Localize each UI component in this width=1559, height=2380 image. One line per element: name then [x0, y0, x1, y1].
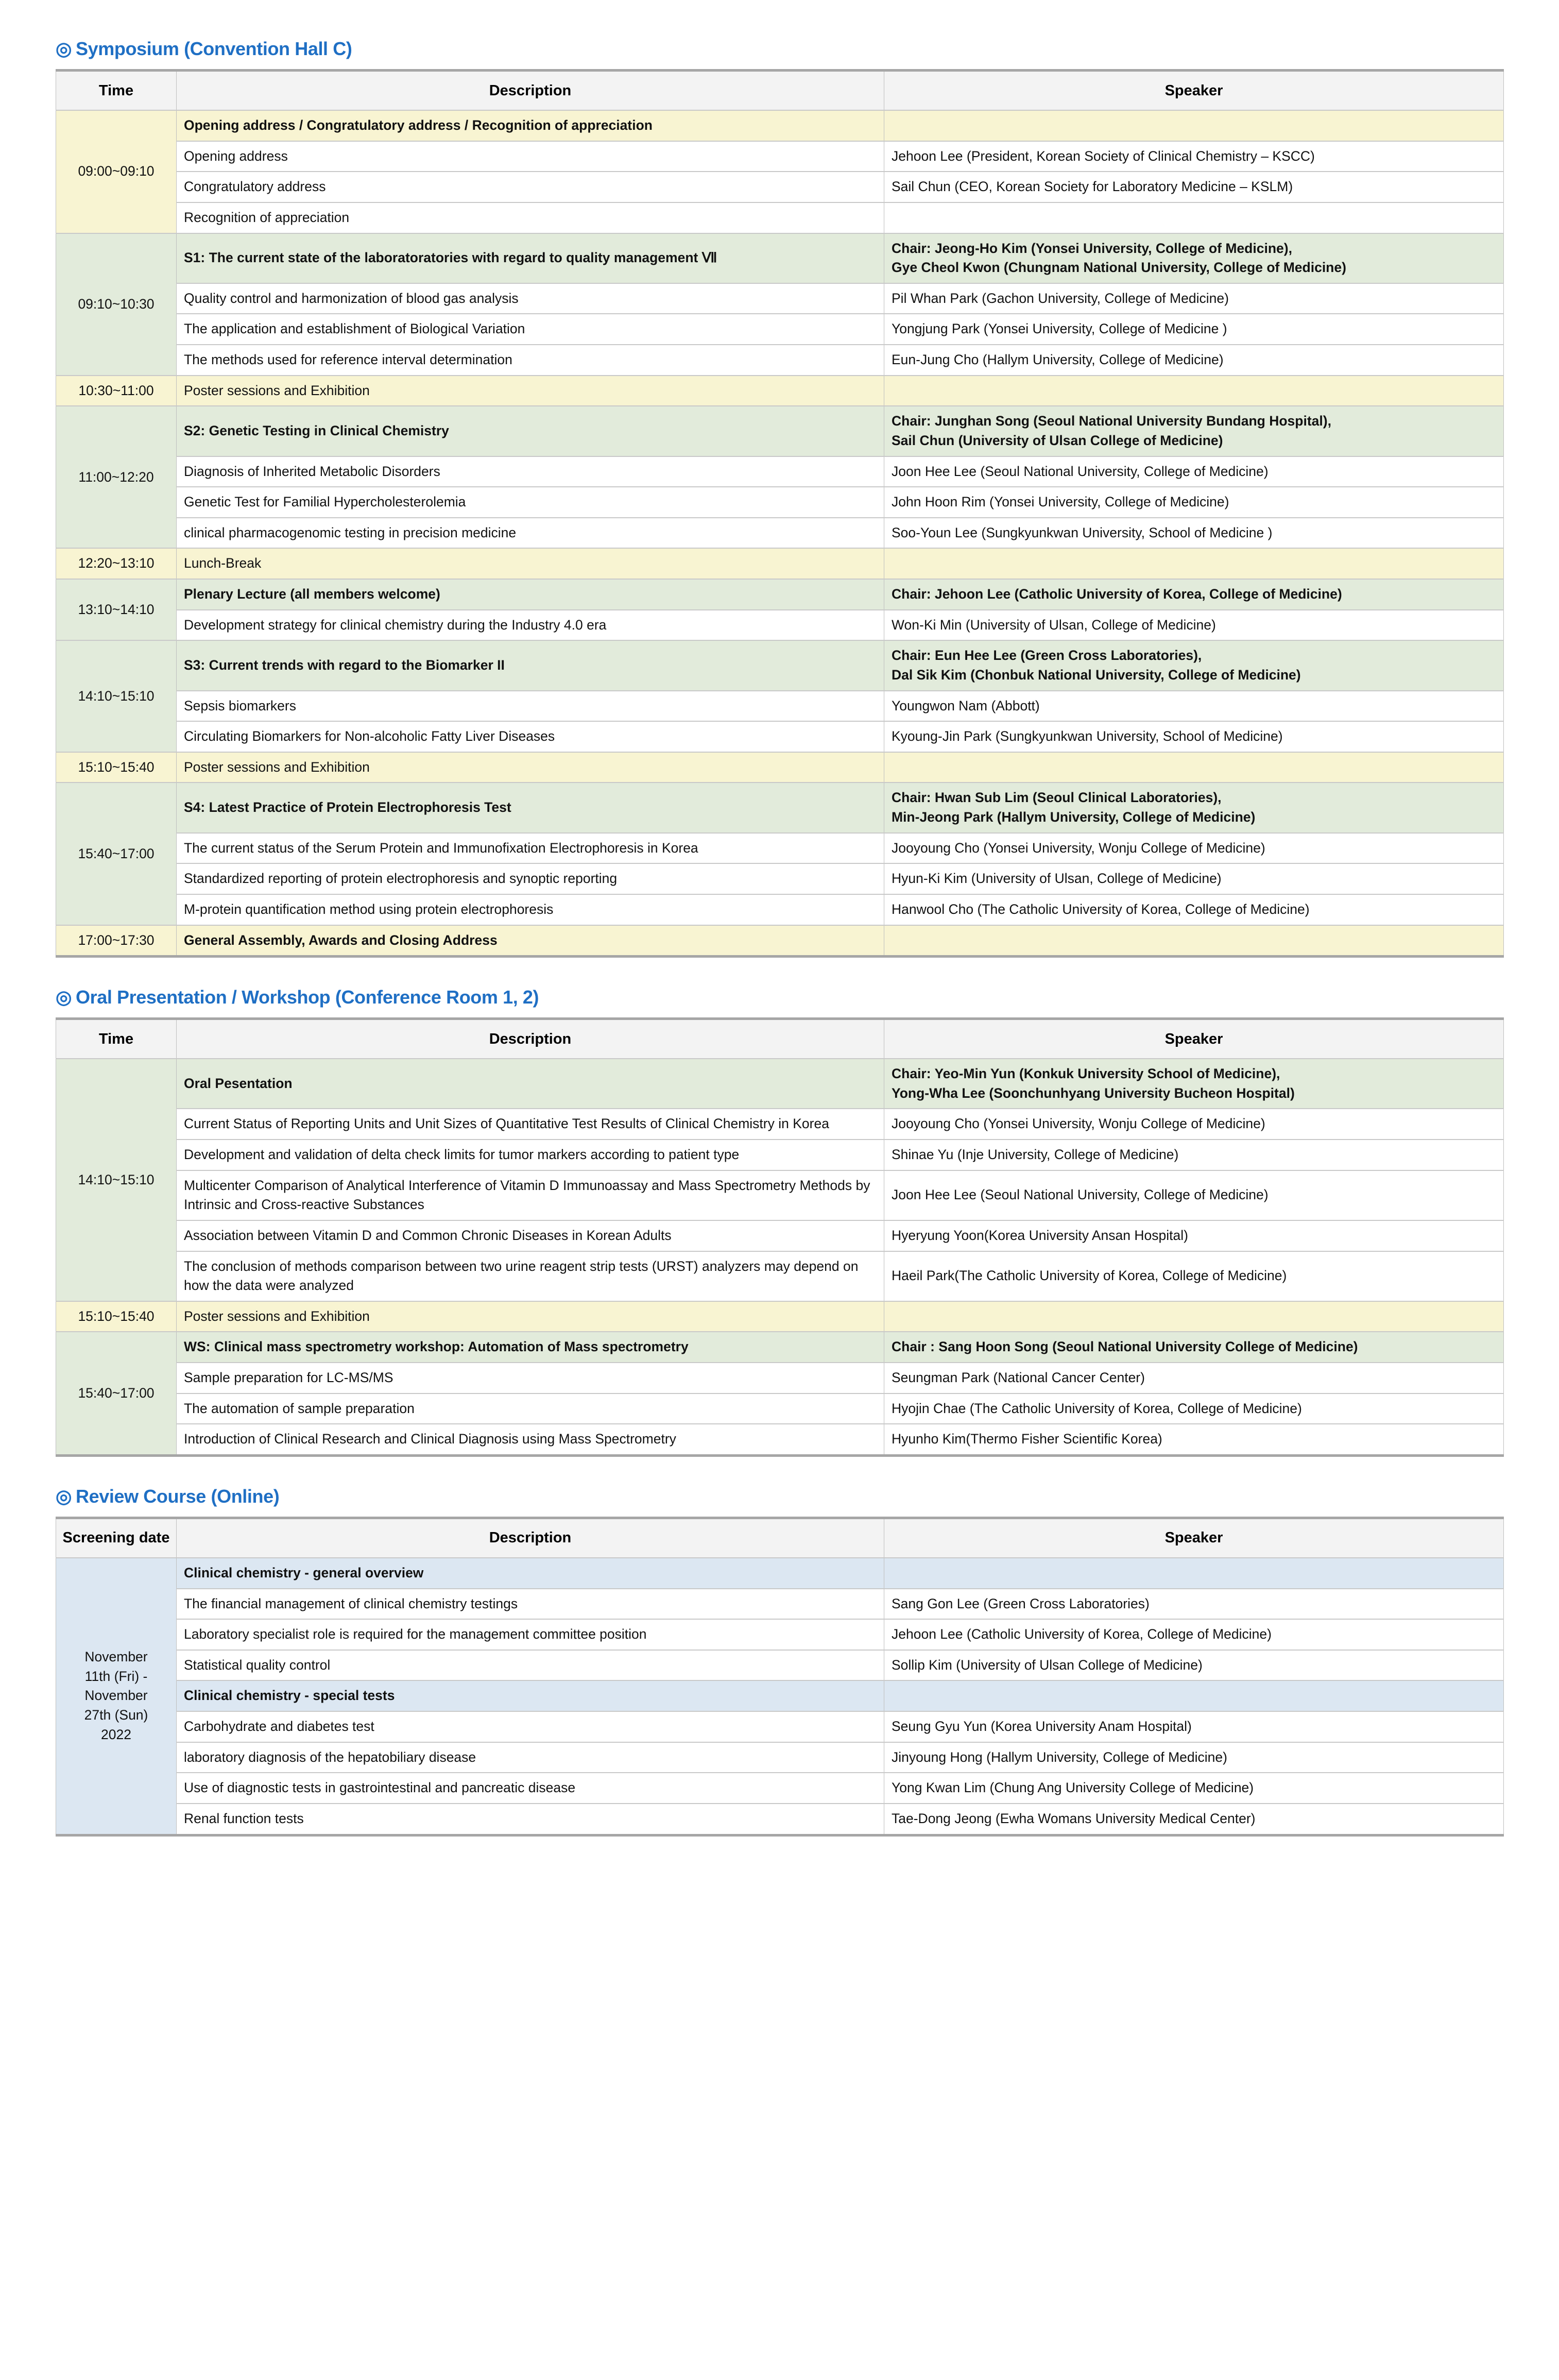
table-row — [56, 579, 1504, 610]
speaker-cell: Hyeryung Yoon(Korea University Ansan Hospital) — [884, 1220, 1504, 1251]
speaker-cell: Jehoon Lee (President, Korean Society of Clinical Chemistry – KSCC) — [884, 141, 1504, 172]
time-cell: 14:10~15:10 — [56, 640, 177, 752]
session-title-cell: S2: Genetic Testing in Clinical Chemistry — [177, 406, 884, 456]
table-header-row — [56, 71, 1504, 111]
description-cell: Statistical quality control — [177, 1650, 884, 1681]
column-header-description: Description — [177, 71, 884, 111]
table-row — [56, 345, 1504, 376]
section-oral — [56, 987, 1503, 1457]
speaker-cell: Hyojin Chae (The Catholic University of Korea, College of Medicine) — [884, 1393, 1504, 1424]
time-cell: 15:40~17:00 — [56, 783, 177, 925]
schedule-table-symposium — [56, 69, 1504, 958]
description-cell: Current Status of Reporting Units and Unit Sizes of Quantitative Test Results of Clinical Chemistry in Korea — [177, 1109, 884, 1140]
speaker-cell: Jehoon Lee (Catholic University of Korea, College of Medicine) — [884, 1619, 1504, 1650]
table-row — [56, 752, 1504, 783]
session-title-cell: Clinical chemistry - special tests — [177, 1680, 884, 1711]
description-cell: The conclusion of methods comparison between two urine reagent strip tests (URST) analyzers may depend on how the data were analyzed — [177, 1251, 884, 1301]
table-row — [56, 863, 1504, 894]
table-row — [56, 110, 1504, 141]
table-row — [56, 202, 1504, 233]
description-cell: Lunch-Break — [177, 548, 884, 579]
speaker-cell: Soo-Youn Lee (Sungkyunkwan University, School of Medicine ) — [884, 518, 1504, 549]
column-header-time: Time — [56, 1019, 177, 1059]
speaker-cell — [884, 202, 1504, 233]
table-row — [56, 1251, 1504, 1301]
speaker-cell: Sollip Kim (University of Ulsan College of Medicine) — [884, 1650, 1504, 1681]
table-row — [56, 1363, 1504, 1393]
table-row — [56, 518, 1504, 549]
description-cell: Standardized reporting of protein electrophoresis and synoptic reporting — [177, 863, 884, 894]
column-header-time: Screening date — [56, 1518, 177, 1558]
table-header-row — [56, 1019, 1504, 1059]
description-cell: M-protein quantification method using protein electrophoresis — [177, 894, 884, 925]
description-cell: Poster sessions and Exhibition — [177, 376, 884, 406]
table-row — [56, 640, 1504, 690]
description-cell: The application and establishment of Biological Variation — [177, 314, 884, 345]
speaker-cell: Hyunho Kim(Thermo Fisher Scientific Korea) — [884, 1424, 1504, 1455]
description-cell: clinical pharmacogenomic testing in precision medicine — [177, 518, 884, 549]
chair-cell — [884, 1558, 1504, 1589]
chair-cell: Chair: Eun Hee Lee (Green Cross Laboratories), Dal Sik Kim (Chonbuk National University, College of Medicine) — [884, 640, 1504, 690]
speaker-cell — [884, 752, 1504, 783]
table-row — [56, 1170, 1504, 1220]
column-header-speaker: Speaker — [884, 71, 1504, 111]
table-row — [56, 1558, 1504, 1589]
speaker-cell: Pil Whan Park (Gachon University, College of Medicine) — [884, 283, 1504, 314]
speaker-cell — [884, 376, 1504, 406]
session-title-cell: Plenary Lecture (all members welcome) — [177, 579, 884, 610]
description-cell: The automation of sample preparation — [177, 1393, 884, 1424]
table-row — [56, 487, 1504, 518]
speaker-cell: Yong Kwan Lim (Chung Ang University College of Medicine) — [884, 1773, 1504, 1804]
time-cell: 11:00~12:20 — [56, 406, 177, 548]
time-cell: 09:00~09:10 — [56, 110, 177, 233]
speaker-cell: Kyoung-Jin Park (Sungkyunkwan University, School of Medicine) — [884, 721, 1504, 752]
chair-cell — [884, 110, 1504, 141]
time-cell: 15:10~15:40 — [56, 752, 177, 783]
column-header-description: Description — [177, 1019, 884, 1059]
description-cell: Laboratory specialist role is required for the management committee position — [177, 1619, 884, 1650]
description-cell: Renal function tests — [177, 1804, 884, 1835]
section-title-text: Oral Presentation / Workshop (Conference Room 1, 2) — [76, 987, 539, 1008]
speaker-cell: John Hoon Rim (Yonsei University, College of Medicine) — [884, 487, 1504, 518]
time-cell: 10:30~11:00 — [56, 376, 177, 406]
time-cell: 09:10~10:30 — [56, 233, 177, 376]
description-cell: Multicenter Comparison of Analytical Interference of Vitamin D Immunoassay and Mass Spectrometry Methods by Intrinsic and Cross-reactive Substances — [177, 1170, 884, 1220]
chair-cell: Chair: Hwan Sub Lim (Seoul Clinical Laboratories), Min-Jeong Park (Hallym University, College of Medicine) — [884, 783, 1504, 832]
session-title-cell: S3: Current trends with regard to the Biomarker II — [177, 640, 884, 690]
description-cell: Introduction of Clinical Research and Clinical Diagnosis using Mass Spectrometry — [177, 1424, 884, 1455]
schedule-table-oral — [56, 1017, 1504, 1457]
time-cell: 14:10~15:10 — [56, 1059, 177, 1301]
time-cell: 15:10~15:40 — [56, 1301, 177, 1332]
column-header-description: Description — [177, 1518, 884, 1558]
speaker-cell: Yongjung Park (Yonsei University, College of Medicine ) — [884, 314, 1504, 345]
description-cell: laboratory diagnosis of the hepatobiliary disease — [177, 1742, 884, 1773]
table-row — [56, 1424, 1504, 1455]
chair-cell: Chair: Jehoon Lee (Catholic University of Korea, College of Medicine) — [884, 579, 1504, 610]
speaker-cell: Hanwool Cho (The Catholic University of Korea, College of Medicine) — [884, 894, 1504, 925]
speaker-cell: Hyun-Ki Kim (University of Ulsan, College of Medicine) — [884, 863, 1504, 894]
description-cell: Poster sessions and Exhibition — [177, 752, 884, 783]
chair-cell: Chair : Sang Hoon Song (Seoul National University College of Medicine) — [884, 1332, 1504, 1363]
table-row — [56, 172, 1504, 202]
section-symposium — [56, 38, 1503, 958]
section-title-symposium — [56, 38, 1503, 60]
table-row — [56, 548, 1504, 579]
screening-date-cell: November 11th (Fri) - November 27th (Sun) 2022 — [56, 1558, 177, 1835]
chair-cell — [884, 925, 1504, 957]
table-row — [56, 1742, 1504, 1773]
speaker-cell — [884, 548, 1504, 579]
table-row — [56, 721, 1504, 752]
section-marker-icon: ◎ — [56, 38, 72, 59]
time-cell: 12:20~13:10 — [56, 548, 177, 579]
session-title-cell: Oral Pesentation — [177, 1059, 884, 1109]
description-cell: Diagnosis of Inherited Metabolic Disorders — [177, 456, 884, 487]
section-title-review — [56, 1486, 1503, 1507]
table-row — [56, 894, 1504, 925]
description-cell: Association between Vitamin D and Common Chronic Diseases in Korean Adults — [177, 1220, 884, 1251]
table-row — [56, 283, 1504, 314]
speaker-cell: Won-Ki Min (University of Ulsan, College of Medicine) — [884, 610, 1504, 641]
table-row — [56, 456, 1504, 487]
description-cell: Recognition of appreciation — [177, 202, 884, 233]
table-row — [56, 691, 1504, 722]
chair-cell: Chair: Yeo-Min Yun (Konkuk University School of Medicine), Yong-Wha Lee (Soonchunhyang University Bucheon Hospital) — [884, 1059, 1504, 1109]
session-title-cell: Opening address / Congratulatory address / Recognition of appreciation — [177, 110, 884, 141]
speaker-cell: Haeil Park(The Catholic University of Korea, College of Medicine) — [884, 1251, 1504, 1301]
table-row — [56, 1332, 1504, 1363]
table-row — [56, 1301, 1504, 1332]
table-row — [56, 1109, 1504, 1140]
description-cell: Opening address — [177, 141, 884, 172]
section-title-text: Symposium (Convention Hall C) — [76, 38, 352, 59]
speaker-cell: Joon Hee Lee (Seoul National University, College of Medicine) — [884, 456, 1504, 487]
section-spacer — [56, 1837, 1503, 1855]
table-row — [56, 1220, 1504, 1251]
section-title-oral — [56, 987, 1503, 1008]
section-review — [56, 1486, 1503, 1837]
section-marker-icon: ◎ — [56, 987, 72, 1008]
speaker-cell: Shinae Yu (Inje University, College of Medicine) — [884, 1140, 1504, 1170]
speaker-cell: Sail Chun (CEO, Korean Society for Laboratory Medicine – KSLM) — [884, 172, 1504, 202]
section-spacer — [56, 1457, 1503, 1486]
description-cell: Sample preparation for LC-MS/MS — [177, 1363, 884, 1393]
table-row — [56, 1804, 1504, 1835]
session-title-cell: S1: The current state of the laboratoratories with regard to quality management Ⅶ — [177, 233, 884, 283]
description-cell: Quality control and harmonization of blood gas analysis — [177, 283, 884, 314]
speaker-cell — [884, 1301, 1504, 1332]
description-cell: Genetic Test for Familial Hypercholesterolemia — [177, 487, 884, 518]
speaker-cell: Youngwon Nam (Abbott) — [884, 691, 1504, 722]
sections-container — [56, 38, 1503, 1855]
table-row — [56, 1619, 1504, 1650]
table-row — [56, 141, 1504, 172]
table-row — [56, 1059, 1504, 1109]
session-title-cell: S4: Latest Practice of Protein Electrophoresis Test — [177, 783, 884, 832]
speaker-cell: Eun-Jung Cho (Hallym University, College of Medicine) — [884, 345, 1504, 376]
table-row — [56, 1680, 1504, 1711]
table-row — [56, 233, 1504, 283]
table-row — [56, 1393, 1504, 1424]
table-row — [56, 1650, 1504, 1681]
chair-cell — [884, 1680, 1504, 1711]
schedule-table-review — [56, 1517, 1504, 1837]
time-cell: 13:10~14:10 — [56, 579, 177, 640]
speaker-cell: Jooyoung Cho (Yonsei University, Wonju College of Medicine) — [884, 1109, 1504, 1140]
description-cell: Carbohydrate and diabetes test — [177, 1711, 884, 1742]
time-cell: 15:40~17:00 — [56, 1332, 177, 1455]
table-row — [56, 1140, 1504, 1170]
description-cell: The methods used for reference interval determination — [177, 345, 884, 376]
table-row — [56, 833, 1504, 864]
section-title-text: Review Course (Online) — [76, 1485, 280, 1507]
speaker-cell: Jooyoung Cho (Yonsei University, Wonju College of Medicine) — [884, 833, 1504, 864]
table-row — [56, 783, 1504, 832]
table-row — [56, 1589, 1504, 1620]
speaker-cell: Joon Hee Lee (Seoul National University, College of Medicine) — [884, 1170, 1504, 1220]
speaker-cell: Seungman Park (National Cancer Center) — [884, 1363, 1504, 1393]
table-row — [56, 406, 1504, 456]
column-header-speaker: Speaker — [884, 1019, 1504, 1059]
section-spacer — [56, 958, 1503, 987]
table-row — [56, 925, 1504, 957]
speaker-cell: Jinyoung Hong (Hallym University, College of Medicine) — [884, 1742, 1504, 1773]
section-marker-icon: ◎ — [56, 1485, 72, 1507]
description-cell: The current status of the Serum Protein and Immunofixation Electrophoresis in Korea — [177, 833, 884, 864]
description-cell: Development strategy for clinical chemistry during the Industry 4.0 era — [177, 610, 884, 641]
speaker-cell: Sang Gon Lee (Green Cross Laboratories) — [884, 1589, 1504, 1620]
description-cell: Sepsis biomarkers — [177, 691, 884, 722]
description-cell: Circulating Biomarkers for Non-alcoholic Fatty Liver Diseases — [177, 721, 884, 752]
table-row — [56, 376, 1504, 406]
table-row — [56, 1711, 1504, 1742]
session-title-cell: General Assembly, Awards and Closing Address — [177, 925, 884, 957]
column-header-speaker: Speaker — [884, 1518, 1504, 1558]
session-title-cell: Clinical chemistry - general overview — [177, 1558, 884, 1589]
description-cell: Development and validation of delta check limits for tumor markers according to patient type — [177, 1140, 884, 1170]
session-title-cell: WS: Clinical mass spectrometry workshop: Automation of Mass spectrometry — [177, 1332, 884, 1363]
table-header-row — [56, 1518, 1504, 1558]
table-row — [56, 314, 1504, 345]
description-cell: Congratulatory address — [177, 172, 884, 202]
description-cell: Use of diagnostic tests in gastrointestinal and pancreatic disease — [177, 1773, 884, 1804]
chair-cell: Chair: Jeong-Ho Kim (Yonsei University, College of Medicine), Gye Cheol Kwon (Chungnam National University, College of Medicine) — [884, 233, 1504, 283]
chair-cell: Chair: Junghan Song (Seoul National University Bundang Hospital), Sail Chun (University of Ulsan College of Medicine) — [884, 406, 1504, 456]
table-row — [56, 610, 1504, 641]
time-cell: 17:00~17:30 — [56, 925, 177, 957]
speaker-cell: Seung Gyu Yun (Korea University Anam Hospital) — [884, 1711, 1504, 1742]
table-row — [56, 1773, 1504, 1804]
description-cell: The financial management of clinical chemistry testings — [177, 1589, 884, 1620]
speaker-cell: Tae-Dong Jeong (Ewha Womans University Medical Center) — [884, 1804, 1504, 1835]
description-cell: Poster sessions and Exhibition — [177, 1301, 884, 1332]
column-header-time: Time — [56, 71, 177, 111]
